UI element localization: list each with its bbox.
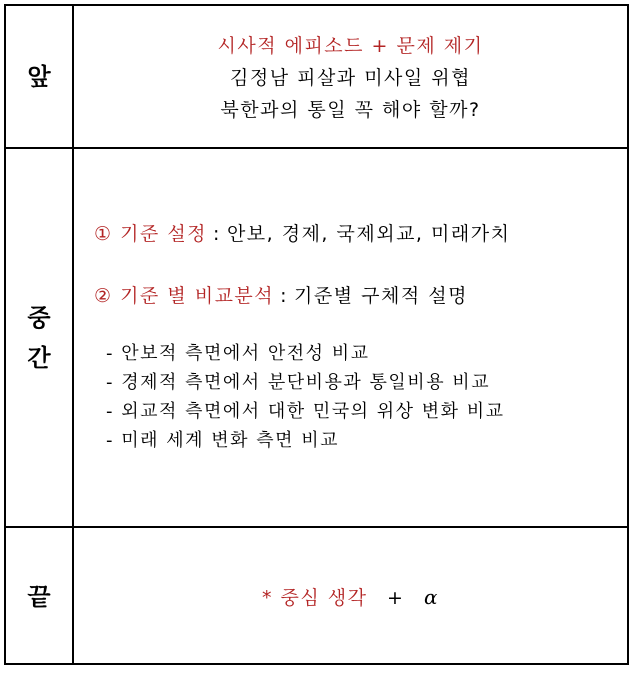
criterion-1-heading: ① 기준 설정 [94, 223, 208, 245]
criterion-1 [94, 219, 510, 246]
row-end [6, 528, 627, 665]
end-plus: + [387, 587, 405, 609]
content-middle [74, 149, 627, 526]
criterion-2-heading: ② 기준 별 비교분석 [94, 285, 275, 307]
content-front [74, 6, 627, 147]
label-middle-1: 중 [27, 303, 51, 332]
content-end [74, 528, 627, 665]
criterion-2 [94, 281, 468, 308]
end-main-idea: * 중심 생각 [261, 587, 368, 609]
label-middle [6, 149, 74, 526]
criterion-2-separator: : [280, 285, 289, 307]
comparison-item: - 외교적 측면에서 대한 민국의 위상 변화 비교 [106, 401, 505, 422]
label-end: 끝 [6, 528, 74, 665]
front-line-2: 북한과의 통일 꼭 해야 할까? [220, 99, 481, 121]
end-line [74, 583, 627, 610]
label-front: 앞 [6, 6, 74, 147]
comparison-item: - 경제적 측면에서 분단비용과 통일비용 비교 [106, 372, 491, 393]
comparison-item: - 안보적 측면에서 안전성 비교 [106, 343, 370, 364]
criterion-1-detail: 안보, 경제, 국제외교, 미래가치 [226, 223, 511, 245]
front-lines [74, 30, 627, 126]
end-alpha: α [424, 585, 440, 609]
row-front [6, 6, 627, 149]
front-line-1: 김정남 피살과 미사일 위협 [229, 67, 471, 89]
comparison-list [106, 339, 505, 455]
comparison-item: - 미래 세계 변화 측면 비교 [106, 430, 339, 451]
label-middle-2: 간 [27, 343, 51, 372]
essay-outline-table [4, 4, 629, 665]
row-middle [6, 149, 627, 528]
front-title: 시사적 에피소드 + 문제 제기 [217, 35, 484, 57]
criterion-1-separator: : [213, 223, 221, 245]
criterion-2-detail: 기준별 구체적 설명 [294, 285, 468, 307]
